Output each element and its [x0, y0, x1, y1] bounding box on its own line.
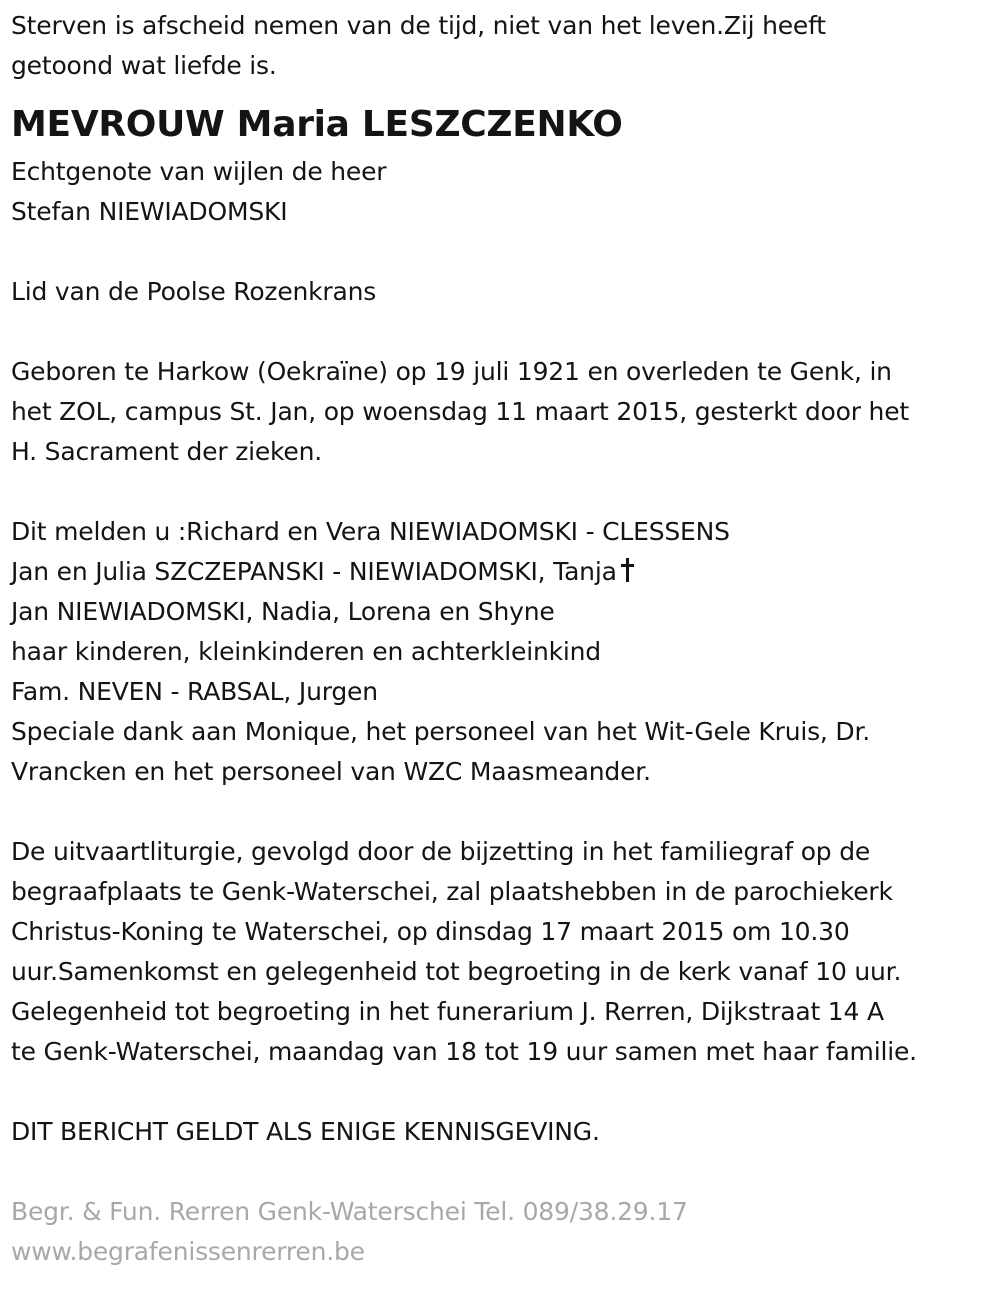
funeral-section [11, 832, 996, 1072]
spacer [11, 472, 996, 512]
spouse-section [11, 152, 996, 232]
family-line: Fam. NEVEN - RABSAL, Jurgen [11, 677, 378, 706]
spacer [11, 1072, 996, 1112]
family-line: haar kinderen, kleinkinderen en achterkleinkind [11, 637, 601, 666]
footer-website[interactable]: www.begrafenissenrerren.be [11, 1237, 365, 1266]
family-section [11, 512, 996, 792]
family-line [11, 552, 996, 592]
footer [11, 1192, 996, 1272]
family-line: Jan NIEWIADOMSKI, Nadia, Lorena en Shyne [11, 597, 555, 626]
obituary-notice [11, 6, 996, 1272]
funeral-line: te Genk-Waterschei, maandag van 18 tot 19 uur samen met haar familie. [11, 1037, 917, 1066]
family-line-text: Jan en Julia SZCZEPANSKI - NIEWIADOMSKI, Tanja [11, 557, 617, 586]
family-line: Speciale dank aan Monique, het personeel van het Wit-Gele Kruis, Dr. [11, 717, 870, 746]
birth-death-line: Geboren te Harkow (Oekraïne) op 19 juli 1921 en overleden te Genk, in [11, 357, 892, 386]
deceased-name: MEVROUW Maria LESZCZENKO [11, 104, 623, 145]
funeral-line: De uitvaartliturgie, gevolgd door de bijzetting in het familiegraf op de [11, 837, 871, 866]
notice-line: DIT BERICHT GELDT ALS ENIGE KENNISGEVING. [11, 1117, 600, 1146]
family-line: Vrancken en het personeel van WZC Maasmeander. [11, 757, 651, 786]
footer-contact: Begr. & Fun. Rerren Genk-Waterschei Tel. 089/38.29.17 [11, 1197, 688, 1226]
funeral-line: begraafplaats te Genk-Waterschei, zal plaatshebben in de parochiekerk [11, 877, 893, 906]
intro-quote [11, 6, 996, 86]
birth-death-section [11, 352, 996, 472]
spacer [11, 312, 996, 352]
spouse-line: Stefan NIEWIADOMSKI [11, 197, 288, 226]
spouse-line: Echtgenote van wijlen de heer [11, 157, 387, 186]
membership-line: Lid van de Poolse Rozenkrans [11, 277, 377, 306]
birth-death-line: H. Sacrament der zieken. [11, 437, 322, 466]
funeral-line: Christus-Koning te Waterschei, op dinsdag 17 maart 2015 om 10.30 [11, 917, 850, 946]
funeral-line: uur.Samenkomst en gelegenheid tot begroeting in de kerk vanaf 10 uur. [11, 957, 902, 986]
cross-icon [621, 558, 633, 582]
spacer [11, 792, 996, 832]
funeral-line: Gelegenheid tot begroeting in het funerarium J. Rerren, Dijkstraat 14 A [11, 997, 884, 1026]
spacer [11, 232, 996, 272]
family-line: Dit melden u :Richard en Vera NIEWIADOMSKI - CLESSENS [11, 517, 730, 546]
intro-line: Sterven is afscheid nemen van de tijd, niet van het leven.Zij heeft [11, 11, 826, 40]
birth-death-line: het ZOL, campus St. Jan, op woensdag 11 maart 2015, gesterkt door het [11, 397, 909, 426]
intro-line: getoond wat liefde is. [11, 51, 277, 80]
